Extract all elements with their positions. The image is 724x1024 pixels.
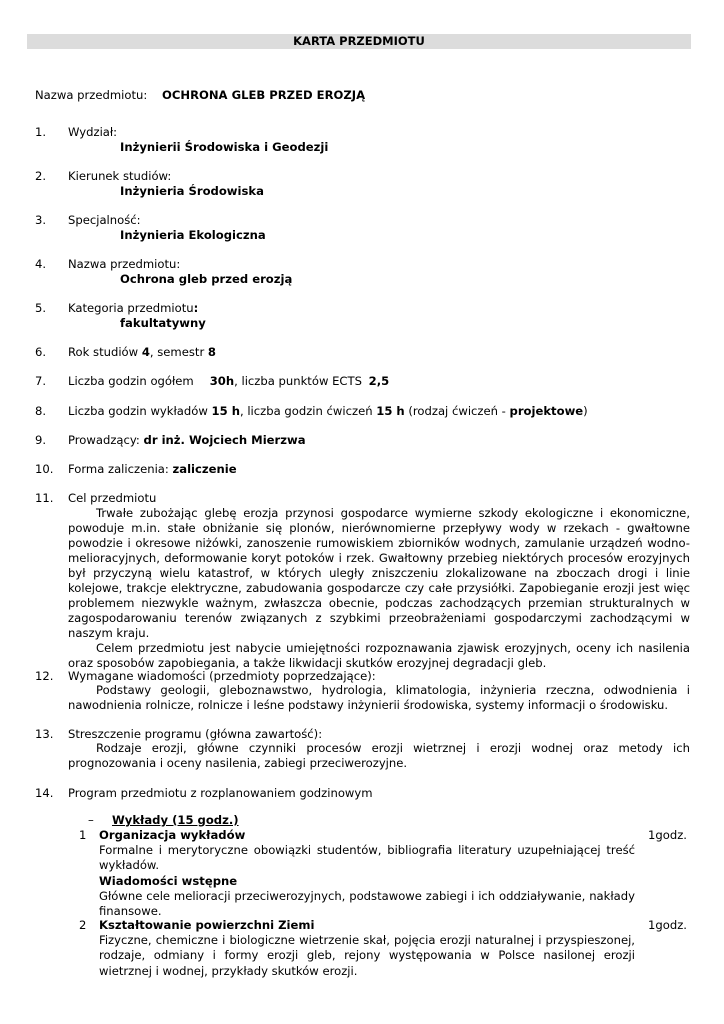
item-5-value: fakultatywny [120,316,206,330]
lecture-1-hours: 1godz. [648,828,687,842]
item-14-number: 14. [35,786,54,800]
item-6-semester: 8 [207,345,216,359]
item-2-value: Inżynieria Środowiska [120,184,264,198]
lecture-2-text: Fizyczne, chemiczne i biologiczne wietrzenie skał, pojęcia erozji naturalnej i przyspieszonej, rodzaje, odmiany i formy erozji gleb, rejony występowania w Polsce nasilonej erozji wietrznej i wodnej, przykłady skutków erozji. [99,933,635,978]
item-9-line [68,433,306,448]
item-5-label-line [68,301,198,316]
item-4-value: Ochrona gleb przed erozją [120,272,293,286]
item-6-number: 6. [35,345,47,359]
lecture-1-text: Formalne i merytoryczne obowiązki studentów, bibliografia literatury uzupełniającej treść wykładów. [99,843,635,873]
lecture-2 [99,918,635,979]
item-8-text-1: Liczba godzin wykładów [68,404,212,418]
item-6-text-1: Rok studiów [68,345,142,359]
item-13-paragraph-1: Rodzaje erozji, główne czynniki procesów erozji wietrznej i erozji wodnej oraz metody ich prognozowania i oceny nasilenia, zabiegi przeciwerozyjne. [68,741,690,770]
item-10-text-1: Forma zaliczenia: [68,462,173,476]
item-5-label: Kategoria przedmiotu [68,301,194,315]
item-7-hours: 30h [209,374,235,388]
item-10-form: zaliczenie [172,462,237,476]
item-7-text-2: , liczba punktów ECTS [234,374,366,388]
item-11-paragraph-1: Trwałe zubożając glebę erozja przynosi gospodarce wymierne szkody ekologiczne i ekonomiczne, powoduje m.in. stałe obniżanie się plonów, nierównomierne przepływy wody w rzekach - gwałtowne powodzie i okresowe niżówki, zanoszenie rumowiskiem zbiorników wodnych, zamulanie urządzeń wodno-melioracyjnych, deformowanie koryt potoków i rzek. Gwałtowny przebieg niektórych procesów erozyjnych był przyczyną wielu katastrof, w których uległy zniszczeniu zlokalizowane na zboczach drogi i linie kolejowe, trakcje elektryczne, zabudowania gospodarcze czy całe przysiółki. Zapobieganie erozji jest więc problemem niezwykle ważnym, zwłaszcza obecnie, podczas zachodzących przemian strukturalnych w zagospodarowaniu terenów związanych z szybkimi przeobrażeniami gospodarczymi zachodzącymi w naszym kraju. [68,506,690,640]
item-11-label: Cel przedmiotu [68,491,157,505]
page-title: KARTA PRZEDMIOTU [27,34,691,49]
lectures-bullet: – [88,813,94,827]
lecture-1-title: Organizacja wykładów [99,828,246,842]
item-11-paragraph-2: Celem przedmiotu jest nabycie umiejętności rozpoznawania zjawisk erozyjnych, oceny ich nasilenia oraz sposobów zapobiegania, a także likwidacji skutków erozyjnej degradacji gleb. [68,641,690,670]
subject-label: Nazwa przedmiotu: [35,88,148,102]
lecture-1-text-2: Główne cele melioracji przeciwerozyjnych, podstawowe zabiegi i ich oddziaływanie, nakłady finansowe. [99,888,635,919]
item-6-year: 4 [141,345,150,359]
item-12-paragraph-1: Podstawy geologii, gleboznawstwo, hydrologia, klimatologia, inżynieria rzeczna, odwodnienia i nawodnienia rolnicze, rolnicze i leśne podstawy inżynierii środowiska, systemy informacji o środowisku. [68,683,690,712]
lecture-1-number: 1 [79,828,87,842]
item-8-text-2: , liczba godzin ćwiczeń [239,404,377,418]
lecture-2-number: 2 [79,918,87,932]
lecture-2-hours: 1godz. [648,918,687,932]
item-10-number: 10. [35,462,54,476]
item-12-body [68,683,690,713]
item-12-label: Wymagane wiadomości (przedmioty poprzedzające): [68,669,376,683]
item-7-line [68,374,389,389]
item-1-value: Inżynierii Środowiska i Geodezji [120,140,329,154]
item-10-line [68,462,237,477]
lecture-2-title: Kształtowanie powierzchni Ziemi [99,918,315,932]
item-1-number: 1. [35,125,47,139]
item-5-number: 5. [35,301,47,315]
item-7-number: 7. [35,374,47,388]
item-6-line [68,345,216,360]
item-11-body [68,506,690,671]
item-8-exercise-type: projektowe [509,404,584,418]
item-8-lecture-hours: 15 h [211,404,240,418]
item-3-label: Specjalność: [68,213,141,227]
item-8-line [68,404,588,419]
item-5-colon: : [193,301,199,315]
lectures-heading: Wykłady (15 godz.) [112,813,239,827]
item-13-body [68,741,690,771]
item-7-ects: 2,5 [368,374,390,388]
item-4-number: 4. [35,257,47,271]
item-4-label: Nazwa przedmiotu: [68,257,181,271]
item-12-number: 12. [35,669,54,683]
subject-value: OCHRONA GLEB PRZED EROZJĄ [162,88,366,102]
item-8-text-3: (rodzaj ćwiczeń - [404,404,510,418]
item-9-text-1: Prowadzący: [68,433,144,447]
item-13-number: 13. [35,727,54,741]
item-6-text-2: , semestr [149,345,208,359]
item-2-number: 2. [35,169,47,183]
item-2-label: Kierunek studiów: [68,169,172,183]
item-1-label: Wydział: [68,125,118,139]
item-3-number: 3. [35,213,47,227]
item-9-lecturer: dr inż. Wojciech Mierzwa [143,433,306,447]
item-8-text-4: ) [583,404,588,418]
item-7-text-1: Liczba godzin ogółem [68,374,194,388]
lecture-1-title-2: Wiadomości wstępne [99,873,238,888]
item-3-value: Inżynieria Ekologiczna [120,228,266,242]
item-8-exercise-hours: 15 h [376,404,405,418]
item-13-label: Streszczenie programu (główna zawartość): [68,727,323,741]
lecture-1 [99,828,635,919]
item-11-number: 11. [35,491,54,505]
item-9-number: 9. [35,433,47,447]
item-8-number: 8. [35,404,47,418]
item-14-label: Program przedmiotu z rozplanowaniem godzinowym [68,786,373,800]
